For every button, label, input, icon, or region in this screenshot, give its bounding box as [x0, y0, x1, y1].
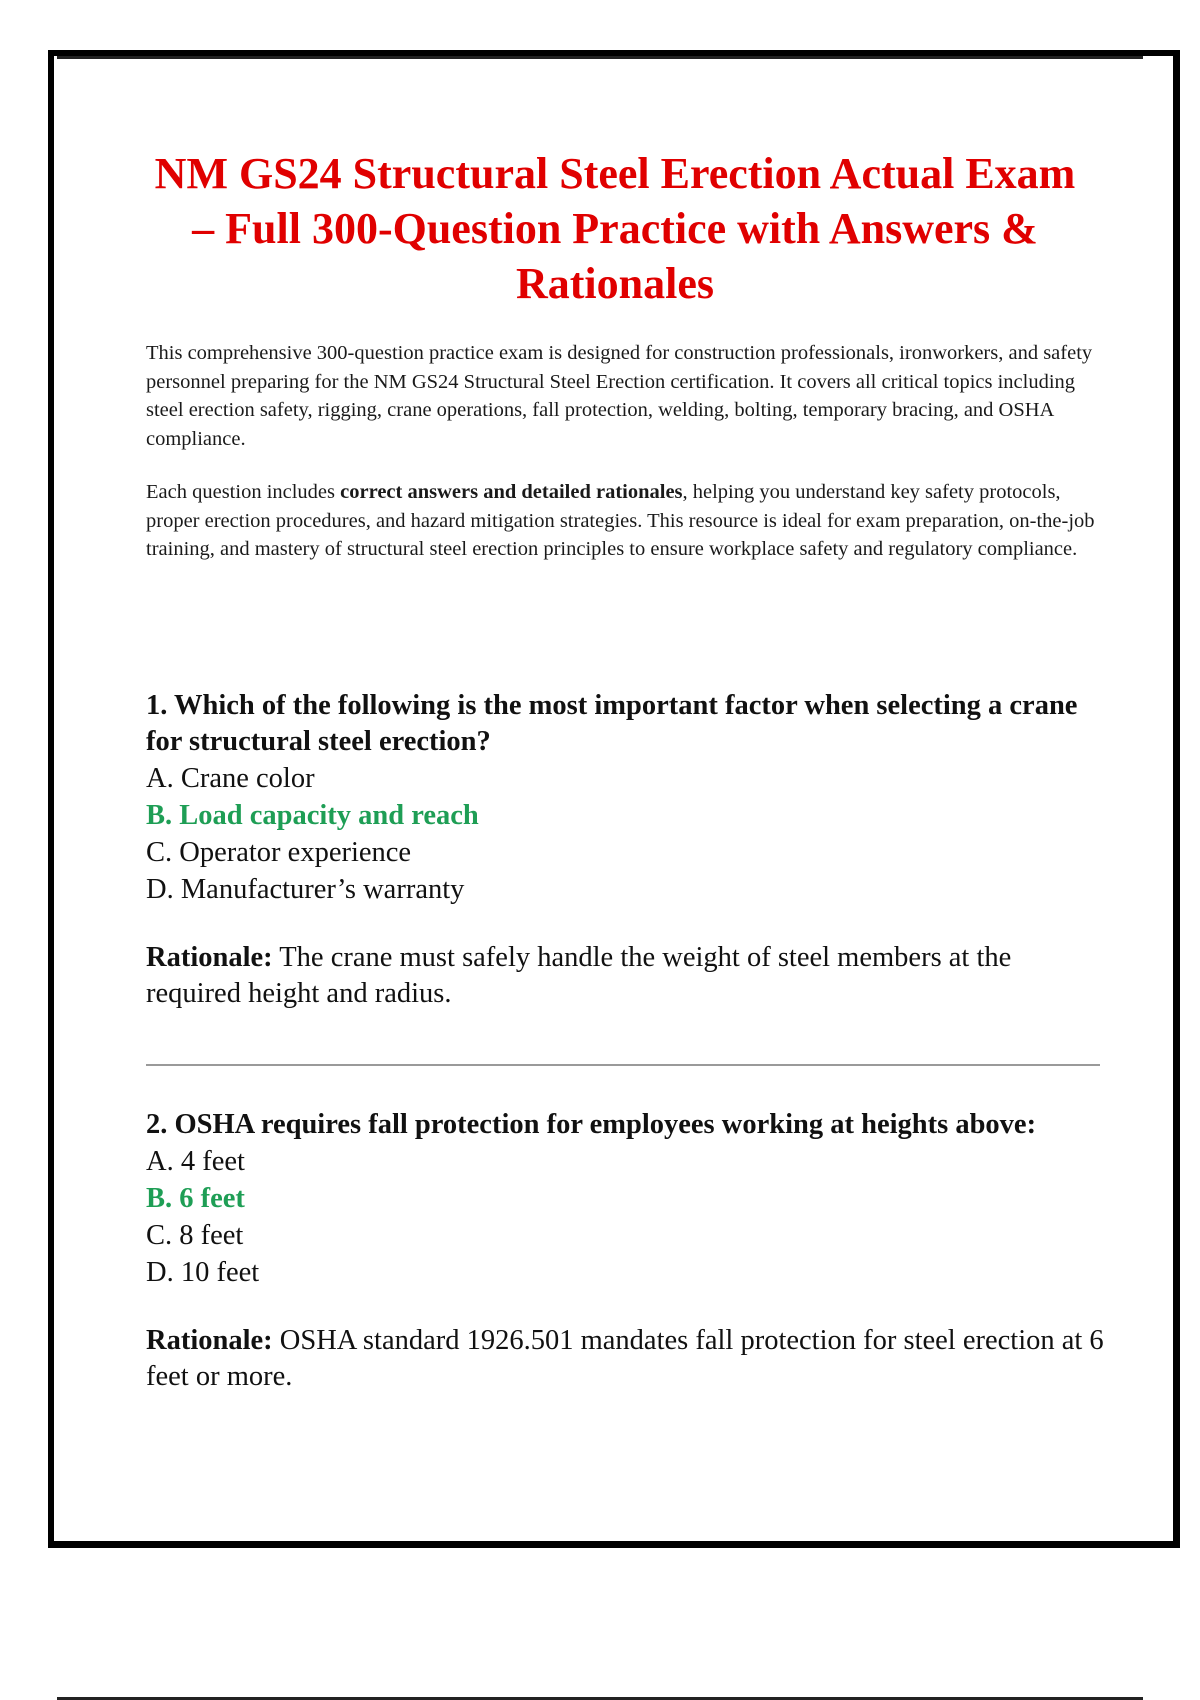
intro-paragraph-1: This comprehensive 300-question practice exam is designed for construction professionals, ironworkers, and safety personnel preparing for the NM GS24 Structural Steel Erection certification. It covers all critical topics including steel erection safety, rigging, crane operations, fall protection, welding, bolting, temporary bracing, and OSHA compliance.	[146, 342, 1093, 450]
rationale-text: OSHA standard 1926.501 mandates fall protection for steel erection at 6 feet or more.	[146, 1325, 1104, 1392]
option-a: A. Crane color	[146, 763, 315, 794]
option-d: D. Manufacturer’s warranty	[146, 874, 465, 905]
question-1	[146, 688, 1106, 1012]
top-rule-line	[57, 56, 1143, 59]
question-2	[146, 1107, 1106, 1395]
answer-options	[146, 760, 1106, 908]
intro-p2-prefix: Each question includes	[146, 481, 341, 503]
question-separator	[146, 1064, 1100, 1066]
option-b-correct: B. 6 feet	[146, 1183, 245, 1214]
option-c: C. Operator experience	[146, 837, 412, 868]
option-c: C. 8 feet	[146, 1220, 244, 1251]
intro-paragraph-2	[146, 478, 1106, 564]
question-text: 2. OSHA requires fall protection for employees working at heights above:	[146, 1109, 1037, 1140]
rationale-label: Rationale:	[146, 942, 273, 973]
document-title: NM GS24 Structural Steel Erection Actual Exam – Full 300-Question Practice with Answers & Rationales	[154, 149, 1076, 308]
intro-p2-suffix: , helping you understand key safety protocols, proper erection procedures, and hazard mitigation strategies. This resource is ideal for exam preparation, on-the-job training, and mastery of structural steel erection principles to ensure workplace safety and regulatory compliance.	[146, 481, 1095, 560]
rationale-label: Rationale:	[146, 1325, 273, 1356]
rationale-text: The crane must safely handle the weight of steel members at the required height and radius.	[146, 942, 1012, 1009]
option-b-correct: B. Load capacity and reach	[146, 800, 479, 831]
rationale	[146, 940, 1106, 1012]
intro-p2-bold: correct answers and detailed rationales	[340, 481, 683, 503]
rationale	[146, 1323, 1106, 1395]
option-a: A. 4 feet	[146, 1146, 245, 1177]
question-text: 1. Which of the following is the most important factor when selecting a crane for structural steel erection?	[146, 690, 1078, 757]
option-d: D. 10 feet	[146, 1257, 260, 1288]
answer-options	[146, 1143, 1106, 1291]
